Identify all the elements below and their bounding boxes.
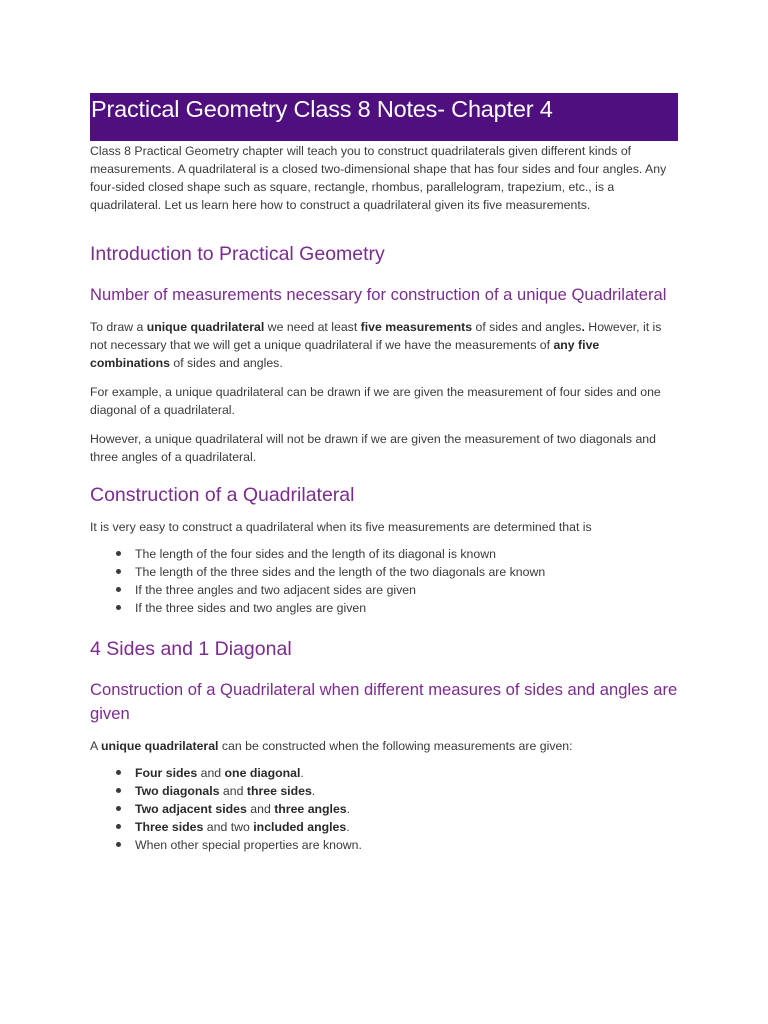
paragraph-unique-constructed: A unique quadrilateral can be constructed when the following measurements are given: [90, 739, 573, 753]
list-item: Two diagonals and three sides. [90, 782, 678, 800]
subheading-number-of-measurements: Number of measurements necessary for construction of a unique Quadrilateral [90, 285, 667, 304]
paragraph-however: However, a unique quadrilateral will not be drawn if we are given the measurement of two diagonals and three angles of a quadrilateral. [90, 432, 656, 464]
list-item: Three sides and two included angles. [90, 818, 678, 836]
document-page [90, 93, 678, 854]
intro-paragraph: Class 8 Practical Geometry chapter will teach you to construct quadrilaterals given different kinds of measurements. A quadrilateral is a closed two-dimensional shape that has four sides and four angles. Any four-sided closed shape such as square, rectangle, rhombus, parallelogram, trapezium, etc., is a quadrilateral. Let us learn here how to construct a quadrilateral given its five measurements. [90, 144, 667, 212]
list-item: If the three angles and two adjacent sides are given [90, 581, 678, 599]
list-item: The length of the three sides and the length of the two diagonals are known [90, 563, 678, 581]
list-item: The length of the four sides and the length of its diagonal is known [90, 545, 678, 563]
subheading-different-measures: Construction of a Quadrilateral when different measures of sides and angles are given [90, 680, 678, 723]
paragraph-construction: It is very easy to construct a quadrilateral when its five measurements are determined that is [90, 520, 592, 534]
measurement-list [90, 545, 678, 617]
section-heading-construction: Construction of a Quadrilateral [90, 484, 355, 506]
title-banner [90, 93, 678, 141]
section-heading-introduction: Introduction to Practical Geometry [90, 243, 385, 265]
list-item: When other special properties are known. [90, 836, 678, 854]
given-measurements-list [90, 764, 678, 854]
list-item: If the three sides and two angles are given [90, 599, 678, 617]
paragraph-example: For example, a unique quadrilateral can be drawn if we are given the measurement of four sides and one diagonal of a quadrilateral. [90, 385, 661, 417]
page-title: Practical Geometry Class 8 Notes- Chapter 4 [91, 96, 553, 122]
section-heading-four-sides: 4 Sides and 1 Diagonal [90, 638, 292, 660]
list-item: Four sides and one diagonal. [90, 764, 678, 782]
list-item: Two adjacent sides and three angles. [90, 800, 678, 818]
paragraph-unique-quadrilateral: To draw a unique quadrilateral we need at least five measurements of sides and angles. However, it is not necessary that we will get a unique quadrilateral if we have the measurements of any five combinations of sides and angles. [90, 320, 662, 370]
